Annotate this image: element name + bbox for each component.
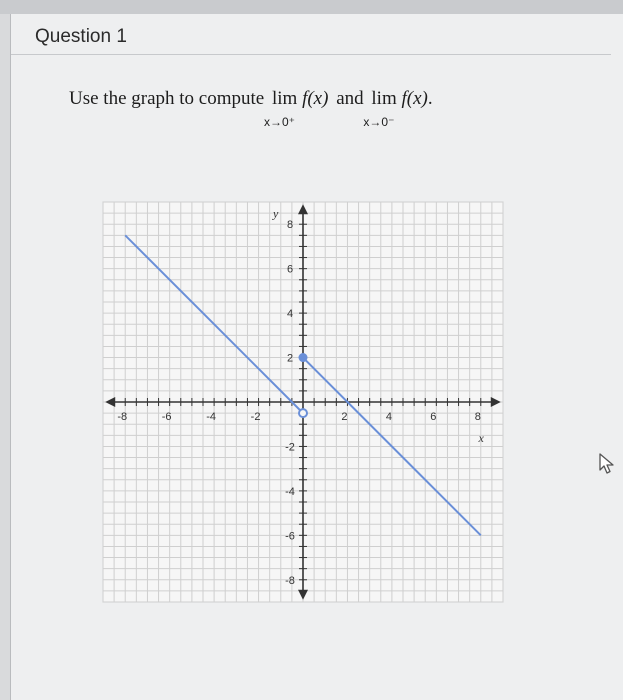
y-tick-label: 8 (286, 219, 294, 232)
lim-sub-1: x→0⁺ (263, 115, 295, 129)
y-tick-label: 2 (286, 352, 294, 365)
prompt-text: Use the graph to compute (69, 88, 265, 109)
y-tick-label: 6 (286, 263, 294, 276)
open-endpoint (299, 409, 307, 417)
lim-func-2: f(x) (401, 88, 428, 109)
question-prompt (69, 88, 436, 129)
y-tick-label: -6 (285, 530, 295, 543)
x-tick-label: 8 (474, 411, 481, 423)
graph (97, 196, 509, 608)
closed-endpoint (299, 354, 307, 362)
x-tick-label: 4 (385, 411, 392, 423)
y-tick-label: -2 (285, 441, 295, 454)
question-header (11, 14, 611, 55)
x-tick-label: -4 (206, 411, 217, 423)
x-tick-label: -2 (250, 411, 261, 423)
y-tick-label: -8 (285, 574, 295, 587)
x-tick-label: 2 (341, 411, 348, 423)
x-tick-label: -8 (117, 411, 128, 423)
prompt-period: . (427, 88, 433, 109)
limit-right (263, 88, 329, 129)
limit-left (363, 88, 433, 129)
lim-word-2: lim (371, 88, 397, 109)
y-tick-label: -4 (285, 485, 295, 498)
lim-word-1: lim (271, 88, 298, 109)
x-tick-label: -6 (161, 411, 172, 423)
lim-func-1: f(x) (302, 88, 329, 109)
connector-text: and (336, 88, 364, 109)
y-tick-label: 4 (286, 308, 294, 321)
y-axis-label: y (273, 206, 279, 221)
lim-sub-2: x→0⁻ (363, 115, 395, 129)
graph-svg (97, 196, 509, 608)
window-top-strip (0, 0, 623, 14)
x-tick-label: 6 (430, 411, 437, 423)
mouse-pointer-icon (596, 452, 618, 476)
question-title: Question 1 (35, 26, 127, 47)
x-axis-label: x (478, 431, 484, 445)
